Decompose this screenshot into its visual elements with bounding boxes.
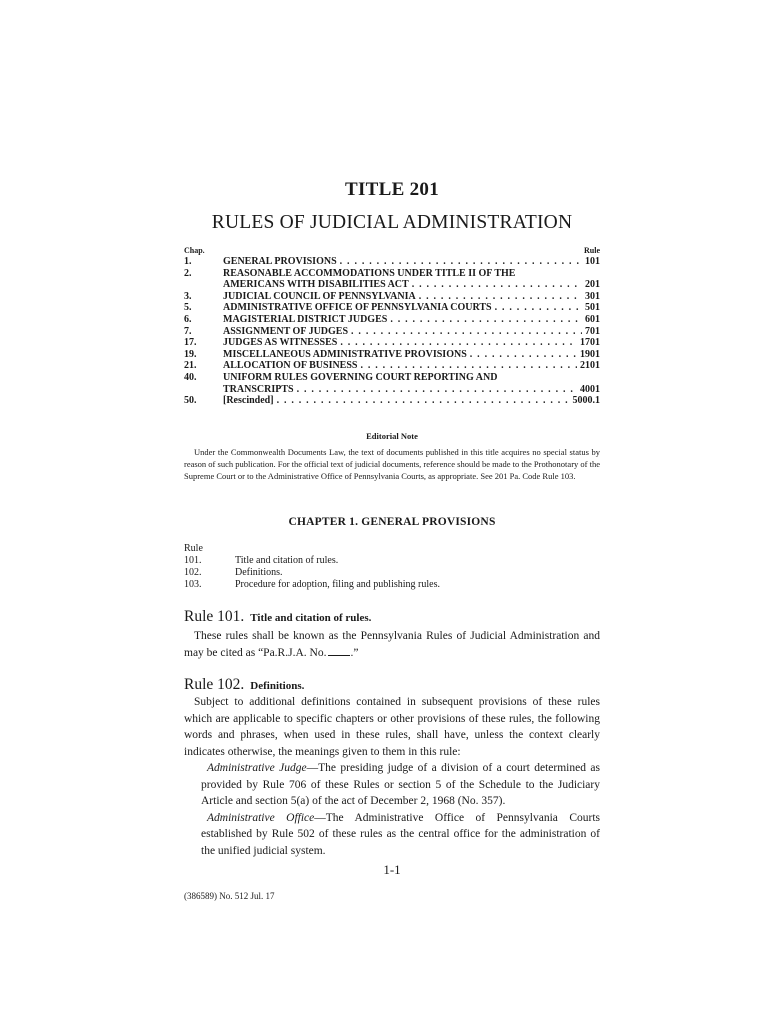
- toc-chapter-title: [223, 302, 600, 314]
- chapter-table-of-contents: [184, 246, 600, 407]
- toc-rule-number: 501: [585, 302, 600, 314]
- rule-101-heading: [184, 608, 600, 626]
- toc-chapter-number: 21.: [184, 360, 197, 372]
- toc-header: [184, 246, 600, 256]
- toc-chapter-title-text: JUDGES AS WITNESSES: [223, 337, 338, 349]
- rule-102-title: Definitions.: [250, 680, 305, 692]
- chapter-rule-number: 101.: [184, 555, 202, 566]
- definition-text: —The Administrative Office of Pennsylvania Courts established by Rule 502 of these rules as the central office for the administration of the unified judicial system.: [201, 811, 600, 857]
- rule-101-title: Title and citation of rules.: [250, 612, 372, 624]
- toc-chapter-title-text: GENERAL PROVISIONS: [223, 256, 337, 267]
- leader-dots: [495, 302, 582, 314]
- rule-101-text-before: These rules shall be known as the Pennsylvania Rules of Judicial Administration and may be cited as “Pa.R.J.A. No.: [184, 630, 600, 659]
- toc-chapter-number: 5.: [184, 302, 192, 314]
- toc-chapter-title: [223, 349, 600, 361]
- toc-row: [184, 314, 600, 326]
- rule-102-heading: [184, 676, 600, 694]
- chapter-rule-title: Title and citation of rules.: [235, 555, 339, 566]
- toc-row: [184, 384, 600, 396]
- citation-blank: [328, 646, 350, 656]
- toc-row: [184, 326, 600, 338]
- toc-chapter-number: 50.: [184, 395, 197, 407]
- chap-label: Chap.: [184, 246, 205, 255]
- leader-dots: [470, 349, 577, 361]
- toc-chapter-title-text: REASONABLE ACCOMMODATIONS UNDER TITLE II OF THE: [223, 267, 516, 279]
- definitions-list: [184, 760, 600, 859]
- chapter-rule-title: Definitions.: [235, 567, 283, 578]
- chapter-rule-row: [184, 567, 600, 579]
- footer-code: (386589) No. 512 Jul. 17: [184, 891, 275, 901]
- toc-row: [184, 372, 600, 384]
- toc-chapter-number: 19.: [184, 348, 197, 360]
- chapter-rule-row: [184, 579, 600, 591]
- rule-101-label: Rule 101.: [184, 608, 245, 625]
- toc-chapter-title: [223, 372, 600, 384]
- leader-dots: [340, 256, 582, 268]
- toc-rule-number: 5000.1: [572, 395, 600, 407]
- toc-row: [184, 360, 600, 372]
- rule-label: Rule: [584, 246, 600, 255]
- leader-dots: [360, 360, 577, 372]
- leader-dots: [277, 395, 570, 407]
- page-number: 1-1: [383, 862, 401, 877]
- definition-term: Administrative Office: [207, 811, 315, 824]
- toc-row: [184, 337, 600, 349]
- toc-chapter-title-text: MISCELLANEOUS ADMINISTRATIVE PROVISIONS: [223, 348, 467, 360]
- toc-chapter-title-text: ADMINISTRATIVE OFFICE OF PENNSYLVANIA COURTS: [223, 302, 492, 314]
- toc-rule-number: 701: [585, 325, 600, 337]
- toc-row: [184, 395, 600, 407]
- leader-dots: [297, 384, 577, 396]
- toc-chapter-title: [223, 279, 600, 291]
- toc-chapter-number: 6.: [184, 313, 192, 325]
- toc-rule-number: 2101: [580, 360, 600, 372]
- definition-term: Administrative Judge: [207, 762, 307, 774]
- toc-chapter-title: [223, 337, 600, 349]
- toc-rule-number: 601: [585, 313, 600, 325]
- toc-chapter-title-text: AMERICANS WITH DISABILITIES ACT: [223, 279, 409, 291]
- leader-dots: [351, 326, 582, 338]
- toc-rows: [184, 256, 600, 407]
- rule-102-label: Rule 102.: [184, 676, 245, 693]
- toc-rule-number: 101: [585, 256, 600, 267]
- toc-row: [184, 268, 600, 280]
- toc-chapter-title-text: UNIFORM RULES GOVERNING COURT REPORTING AND: [223, 371, 498, 383]
- leader-dots: [419, 291, 582, 303]
- definition-entry: [184, 760, 600, 810]
- chapter-rule-row: [184, 555, 600, 567]
- editorial-note-heading: Editorial Note: [366, 431, 418, 441]
- toc-chapter-title: [223, 256, 600, 268]
- toc-rule-number: 201: [585, 279, 600, 291]
- toc-rule-number: 4001: [580, 383, 600, 395]
- toc-chapter-title: [223, 395, 600, 407]
- toc-chapter-title: [223, 268, 600, 280]
- rule-101-text: [184, 628, 600, 661]
- chapter-rule-rows: [184, 555, 600, 591]
- definition-text: —The presiding judge of a division of a court determined as provided by Rule 706 of these Rules or section 5 of the Schedule to the Judiciary Article and section 5(a) of the act of December 2, 1968 (No. 357).: [201, 762, 600, 807]
- definition-entry: [184, 810, 600, 860]
- toc-row: [184, 302, 600, 314]
- toc-row: [184, 291, 600, 303]
- toc-row: [184, 349, 600, 361]
- rule-101-text-after: .”: [350, 646, 359, 659]
- toc-chapter-title-text: ALLOCATION OF BUSINESS: [223, 360, 358, 372]
- subtitle-heading: RULES OF JUDICIAL ADMINISTRATION: [211, 212, 573, 233]
- chapter-rule-number: 102.: [184, 567, 202, 578]
- toc-chapter-title: [223, 384, 600, 396]
- toc-rule-number: 1701: [580, 337, 600, 349]
- editorial-note-text: Under the Commonwealth Documents Law, the text of documents published in this title acquires no special status by reason of such publication. For the official text of judicial documents, reference should be made to the Prothonotary of the Supreme Court or to the Administrative Office of Pennsylvania Courts, as appropriate. See 201 Pa. Code Rule 103.: [184, 447, 600, 481]
- toc-row: [184, 279, 600, 291]
- chapter-rule-number: 103.: [184, 579, 202, 590]
- toc-chapter-title-text: MAGISTERIAL DISTRICT JUDGES: [223, 313, 388, 325]
- chapter-rule-list: [184, 543, 600, 591]
- toc-row: [184, 256, 600, 268]
- toc-chapter-number: 1.: [184, 256, 192, 267]
- toc-chapter-number: 40.: [184, 371, 197, 383]
- toc-chapter-title-text: [Rescinded]: [223, 395, 274, 407]
- chapter-heading: CHAPTER 1. GENERAL PROVISIONS: [288, 516, 496, 528]
- toc-chapter-title: [223, 291, 600, 303]
- toc-chapter-number: 17.: [184, 337, 197, 349]
- toc-chapter-title-text: TRANSCRIPTS: [223, 383, 294, 395]
- toc-rule-number: 1901: [580, 348, 600, 360]
- toc-chapter-number: 3.: [184, 290, 192, 302]
- leader-dots: [340, 337, 577, 349]
- rule-102-intro: Subject to additional definitions contained in subsequent provisions of these rules which are applicable to specific chapters or other provisions of these rules, the following words and phrases, when used in these rules, shall have, unless the context clearly indicates otherwise, the meanings given to them in this rule:: [184, 696, 600, 758]
- toc-chapter-title: [223, 314, 600, 326]
- chapter-rule-title: Procedure for adoption, filing and publishing rules.: [235, 579, 440, 590]
- toc-rule-number: 301: [585, 290, 600, 302]
- title-heading: TITLE 201: [344, 179, 440, 200]
- leader-dots: [390, 314, 582, 326]
- toc-chapter-title: [223, 360, 600, 372]
- toc-chapter-number: 7.: [184, 325, 192, 337]
- toc-chapter-title-text: ASSIGNMENT OF JUDGES: [223, 325, 349, 337]
- toc-chapter-title-text: JUDICIAL COUNCIL OF PENNSYLVANIA: [223, 290, 416, 302]
- toc-chapter-title: [223, 326, 600, 338]
- toc-chapter-number: 2.: [184, 267, 192, 279]
- chapter-rule-label: Rule: [184, 543, 203, 554]
- leader-dots: [412, 279, 582, 291]
